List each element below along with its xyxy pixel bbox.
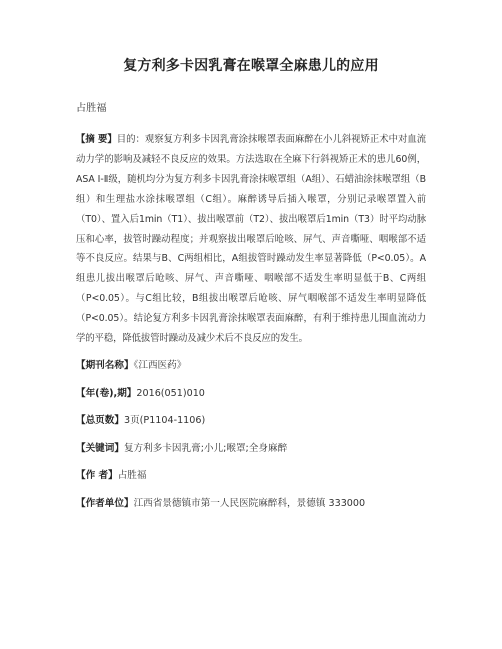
abstract-label: 【摘 要】 <box>76 134 117 145</box>
author-name: 占胜福 <box>76 103 107 114</box>
field-label: 【期刊名称】 <box>76 359 134 371</box>
author-field <box>76 469 426 483</box>
field-label: 【总页数】 <box>76 415 124 427</box>
volume-issue-field <box>76 387 426 401</box>
abstract-text: 目的：观察复方利多卡因乳膏涂抹喉罩表面麻醉在小儿斜视矫正术中对血流动力学的影响及减轻不良反应的效果。方法选取在全麻下行斜视矫正术的患儿60例，ASA Ⅰ-Ⅱ级，随机均分为复方利多卡因乳膏涂抹喉罩组（A组）、石蜡油涂抹喉罩组（B组）和生理盐水涂抹喉罩组（C组）。麻醉诱导后插入喉罩，分别记录喉罩置入前（T0）、置入后1min（T1）、拔出喉罩前（T2）、拔出喉罩后1min（T3）时平均动脉压和心率，拔管时躁动程度；并观察拔出喉罩后呛咳、屏气、声音嘶哑、咽喉部不适等不良反应。结果与B、C两组相比，A组拔管时躁动发生率显著降低（P<0.05）。A组患儿拔出喉罩后呛咳、屏气、声音嘶哑、咽喉部不适发生率明显低于B、C两组（P<0.05）。与C组比较，B组拔出喉罩后呛咳、屏气咽喉部不适发生率明显降低（P<0.05）。结论复方利多卡因乳膏涂抹喉罩表面麻醉，有利于维持患儿围血流动力学的平稳，降低拔管时躁动及减少术后不良反应的发生。 <box>76 134 426 345</box>
abstract-paragraph <box>76 130 426 349</box>
keywords-field <box>76 442 426 456</box>
field-value: 江西省景德镇市第一人民医院麻醉科，景德镇 333000 <box>133 497 366 509</box>
field-value: 占胜福 <box>117 470 147 482</box>
field-value: 《江西医药》 <box>133 359 187 371</box>
field-value: 复方利多卡因乳膏;小儿;喉罩;全身麻醉 <box>123 442 288 454</box>
field-label: 【关键词】 <box>76 442 124 454</box>
journal-name-field <box>76 359 426 373</box>
field-label: 【作者单位】 <box>76 497 134 509</box>
document-title: 复方利多卡因乳膏在喉罩全麻患儿的应用 <box>123 58 379 74</box>
author-affiliation-field <box>76 497 426 511</box>
field-label: 【作 者】 <box>76 470 118 482</box>
field-value: 3页(P1104-1106) <box>123 415 206 427</box>
field-label: 【年(卷),期】 <box>76 387 137 399</box>
page-count-field <box>76 414 426 428</box>
field-value: 2016(051)010 <box>136 387 205 399</box>
